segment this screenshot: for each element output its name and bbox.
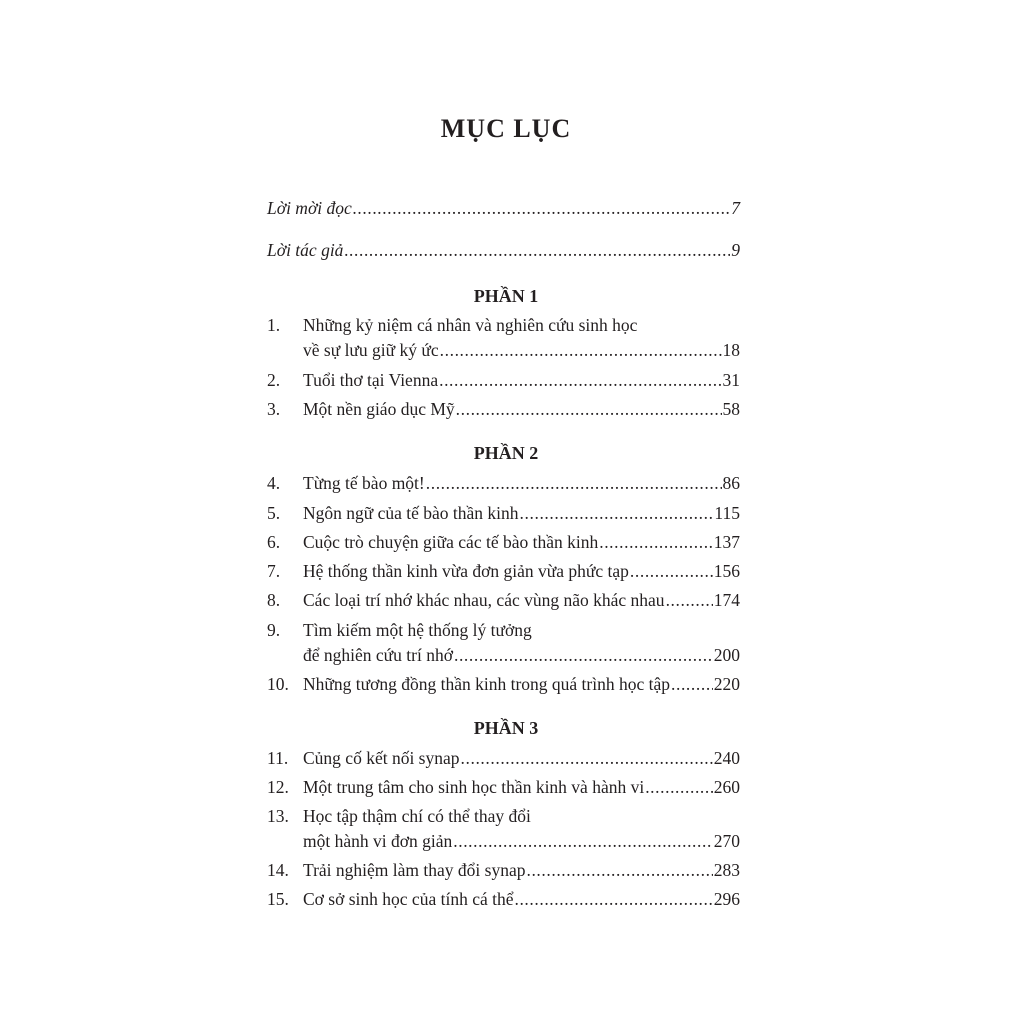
entry-title: Lời tác giả	[267, 240, 344, 260]
toc-entry	[267, 643, 740, 667]
entry-number: 10.	[267, 674, 289, 694]
entry-number: 4.	[267, 473, 281, 493]
entry-title: để nghiên cứu trí nhớ	[303, 645, 453, 665]
dot-leader	[645, 775, 713, 799]
entry-page: 9	[731, 240, 740, 260]
entry-number: 5.	[267, 503, 281, 523]
entry-title: Một trung tâm cho sinh học thần kinh và hành vi	[303, 777, 645, 797]
entry-page: 86	[722, 473, 740, 493]
page-title: MỤC LỤC	[440, 114, 572, 143]
entry-number: 12.	[267, 777, 289, 797]
entry-page: 31	[722, 370, 740, 390]
toc-entry	[267, 858, 740, 882]
dot-leader	[453, 829, 713, 853]
toc-entry	[267, 368, 740, 392]
part-heading: PHẦN 2	[473, 443, 539, 463]
entry-number: 15.	[267, 889, 289, 909]
entry-title: Những tương đồng thần kinh trong quá trình học tập	[303, 674, 670, 694]
toc-entry	[267, 829, 740, 853]
entry-page: 7	[731, 198, 740, 218]
entry-page: 260	[713, 777, 740, 797]
toc-front-entry	[267, 238, 740, 262]
entry-page: 156	[713, 561, 740, 581]
dot-leader	[666, 588, 713, 612]
part-heading: PHẦN 1	[473, 286, 539, 306]
dot-leader	[353, 196, 730, 220]
entry-title: Lời mời đọc	[267, 198, 352, 218]
dot-leader	[461, 746, 713, 770]
entry-number: 2.	[267, 370, 281, 390]
toc-entry	[267, 559, 740, 583]
entry-page: 270	[713, 831, 740, 851]
entry-title: Những kỷ niệm cá nhân và nghiên cứu sinh học	[303, 315, 638, 335]
entry-number: 1.	[267, 315, 281, 335]
entry-number: 14.	[267, 860, 289, 880]
dot-leader	[520, 501, 714, 525]
dot-leader	[514, 887, 712, 911]
entry-title: một hành vi đơn giản	[303, 831, 453, 851]
dot-leader	[526, 858, 712, 882]
entry-number: 3.	[267, 399, 281, 419]
entry-title: Cơ sở sinh học của tính cá thể	[303, 889, 514, 909]
entry-page: 240	[713, 748, 740, 768]
entry-title: Một nền giáo dục Mỹ	[303, 399, 455, 419]
entry-page: 18	[722, 340, 740, 360]
toc-entry	[267, 775, 740, 799]
dot-leader	[454, 643, 713, 667]
entry-title: Trải nghiệm làm thay đổi synap	[303, 860, 526, 880]
dot-leader	[440, 338, 722, 362]
toc-entry	[267, 501, 740, 525]
entry-page: 283	[713, 860, 740, 880]
toc-front-entry	[267, 196, 740, 220]
dot-leader	[599, 530, 713, 554]
dot-leader	[439, 368, 721, 392]
entry-page: 58	[722, 399, 740, 419]
toc-entry	[267, 887, 740, 911]
entry-number: 7.	[267, 561, 281, 581]
toc-entry	[267, 530, 740, 554]
entry-page: 174	[713, 590, 740, 610]
entry-number: 8.	[267, 590, 281, 610]
entry-title: Học tập thậm chí có thể thay đổi	[303, 806, 531, 826]
toc-entry	[267, 672, 740, 696]
entry-title: Cuộc trò chuyện giữa các tế bào thần kinh	[303, 532, 599, 552]
entry-title: về sự lưu giữ ký ức	[303, 340, 439, 360]
entry-title: Từng tế bào một!	[303, 473, 425, 493]
toc-entry	[267, 471, 740, 495]
dot-leader	[630, 559, 713, 583]
entry-title: Củng cố kết nối synap	[303, 748, 460, 768]
entry-page: 220	[713, 674, 740, 694]
toc-entry	[267, 804, 740, 828]
entry-title: Các loại trí nhớ khác nhau, các vùng não khác nhau	[303, 590, 665, 610]
dot-leader	[456, 397, 722, 421]
dot-leader	[344, 238, 730, 262]
entry-number: 9.	[267, 620, 281, 640]
entry-number: 13.	[267, 806, 289, 826]
toc-entry	[267, 313, 740, 337]
entry-title: Hệ thống thần kinh vừa đơn giản vừa phức tạp	[303, 561, 629, 581]
toc-entry	[267, 338, 740, 362]
toc-entry	[267, 746, 740, 770]
entry-page: 296	[713, 889, 740, 909]
entry-page: 200	[713, 645, 740, 665]
toc-entry	[267, 397, 740, 421]
entry-title: Ngôn ngữ của tế bào thần kinh	[303, 503, 519, 523]
toc-entry	[267, 588, 740, 612]
entry-number: 11.	[267, 748, 289, 768]
entry-title: Tìm kiếm một hệ thống lý tưởng	[303, 620, 532, 640]
dot-leader	[426, 471, 722, 495]
toc-entry	[267, 618, 740, 642]
entry-title: Tuổi thơ tại Vienna	[303, 370, 439, 390]
part-heading: PHẦN 3	[473, 718, 539, 738]
dot-leader	[671, 672, 713, 696]
entry-page: 115	[714, 503, 740, 523]
entry-page: 137	[713, 532, 740, 552]
entry-number: 6.	[267, 532, 281, 552]
